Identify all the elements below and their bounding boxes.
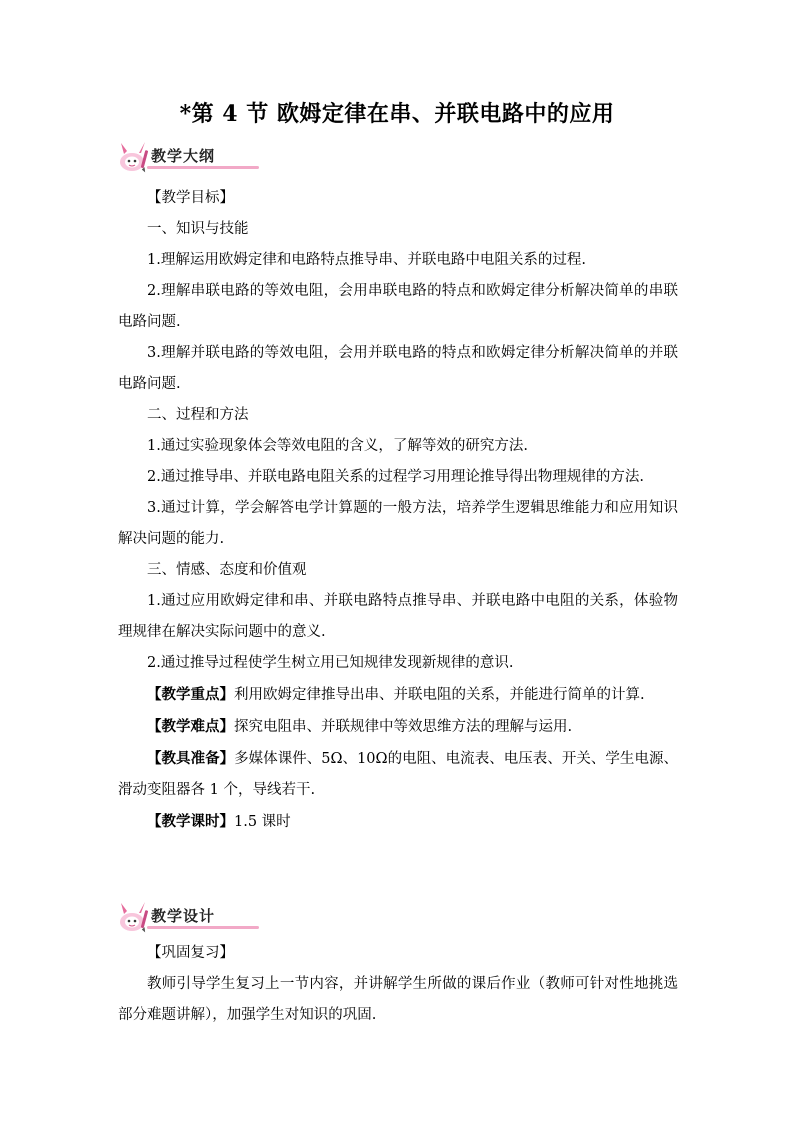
hours-label: 【教学课时】 (147, 813, 234, 830)
design-body (118, 938, 678, 1031)
knowledge-item: 2.理解串联电路的等效电阻，会用串联电路的特点和欧姆定律分析解决简单的串联电路问题. (118, 283, 678, 330)
key-point-label: 【教学重点】 (147, 686, 234, 703)
hours-paragraph (118, 806, 678, 838)
review-text: 教师引导学生复习上一节内容，并讲解学生所做的课后作业（教师可针对性地挑选部分难题讲解），加强学生对知识的巩固. (118, 976, 678, 1023)
section-header-design (117, 900, 267, 934)
emotion-heading: 三、情感、态度和价值观 (147, 562, 307, 578)
section-label-outline: 教学大纲 (151, 147, 216, 165)
section-underline (147, 166, 259, 169)
process-item: 3.通过计算，学会解答电学计算题的一般方法，培养学生逻辑思维能力和应用知识解决问题的能力. (118, 500, 678, 547)
emotion-item: 2.通过推导过程使学生树立用已知规律发现新规律的意识. (147, 655, 514, 671)
hours-text: 1.5 课时 (234, 814, 291, 830)
review-heading: 【巩固复习】 (147, 945, 234, 961)
section-underline (147, 926, 259, 929)
difficulty-label: 【教学难点】 (147, 718, 234, 735)
process-item: 1.通过实验现象体会等效电阻的含义，了解等效的研究方法. (147, 438, 528, 454)
equipment-label: 【教具准备】 (147, 750, 235, 767)
knowledge-item: 1.理解运用欧姆定律和电路特点推导串、并联电路中电阻关系的过程. (147, 252, 586, 268)
equipment-paragraph (118, 743, 678, 806)
process-heading: 二、过程和方法 (147, 407, 249, 423)
difficulty-paragraph (118, 711, 678, 743)
section-header-outline (117, 140, 267, 174)
difficulty-text: 探究电阻串、并联规律中等效思维方法的理解与运用. (234, 719, 573, 735)
section-label-design: 教学设计 (151, 907, 216, 925)
goals-heading: 【教学目标】 (147, 190, 234, 206)
page-title: *第 4 节 欧姆定律在串、并联电路中的应用 (179, 101, 615, 127)
key-point-text: 利用欧姆定律推导出串、并联电阻的关系，并能进行简单的计算. (234, 687, 645, 703)
outline-body (118, 183, 678, 838)
knowledge-heading: 一、知识与技能 (147, 221, 249, 237)
process-item: 2.通过推导串、并联电路电阻关系的过程学习用理论推导得出物理规律的方法. (147, 469, 644, 485)
key-point-paragraph (118, 679, 678, 711)
emotion-item: 1.通过应用欧姆定律和串、并联电路特点推导串、并联电路中电阻的关系，体验物理规律在解决实际问题中的意义. (118, 593, 678, 640)
equipment-text: 多媒体课件、5Ω、10Ω的电阻、电流表、电压表、开关、学生电源、滑动变阻器各 1 个，导线若干. (118, 751, 679, 798)
knowledge-item: 3.理解并联电路的等效电阻，会用并联电路的特点和欧姆定律分析解决简单的并联电路问题. (118, 345, 678, 392)
